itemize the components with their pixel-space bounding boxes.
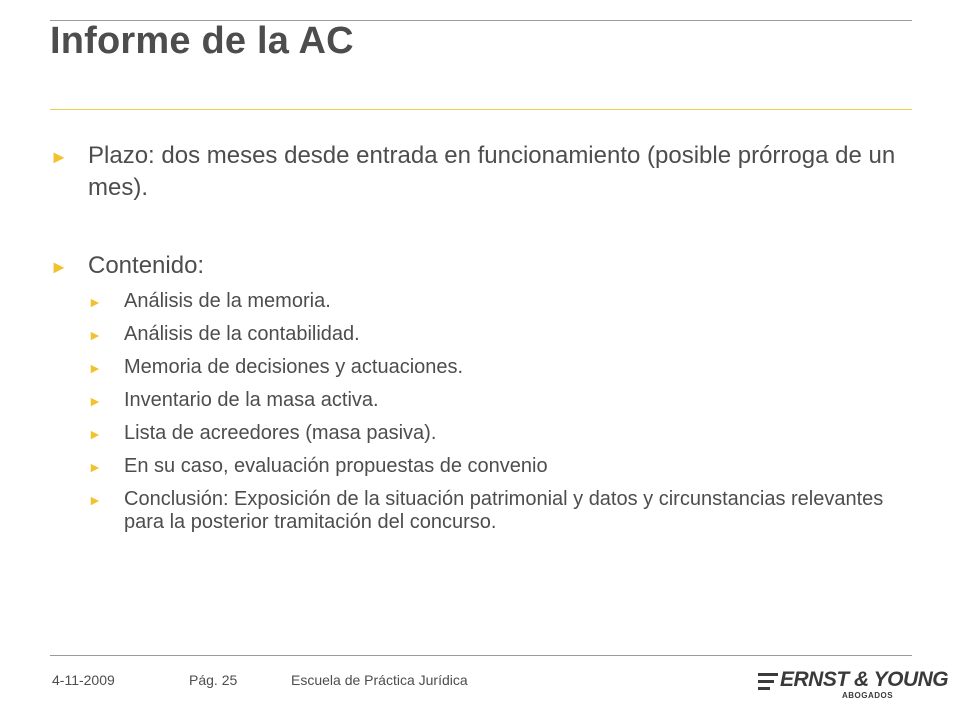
slide-content	[50, 140, 910, 534]
footer-page-number: Pág. 25	[189, 672, 238, 688]
sub-bullet-item	[88, 488, 910, 534]
bullet-arrow-icon: ►	[88, 492, 102, 508]
sub-bullet-text: Inventario de la masa activa.	[124, 389, 379, 411]
bullet-text: Plazo: dos meses desde entrada en funcionamiento (posible prórroga de un mes).	[88, 142, 896, 201]
sub-bullet-item	[88, 455, 910, 478]
sub-bullet-item	[88, 389, 910, 412]
bullet-item-contenido	[50, 250, 910, 282]
ernst-young-logo	[758, 668, 949, 704]
title-underline	[50, 109, 912, 110]
sub-bullet-list	[50, 290, 910, 534]
bullet-text: Contenido:	[88, 252, 205, 279]
bullet-arrow-icon: ►	[88, 459, 102, 475]
logo-wordmark: ERNST & YOUNG	[780, 668, 949, 691]
sub-bullet-text: Lista de acreedores (masa pasiva).	[124, 422, 437, 444]
slide-title: Informe de la AC	[50, 20, 354, 62]
bullet-arrow-icon: ►	[88, 360, 102, 376]
bullet-arrow-icon: ►	[88, 327, 102, 343]
bullet-arrow-icon: ►	[88, 426, 102, 442]
bullet-arrow-icon: ►	[50, 257, 68, 277]
footer-school-name: Escuela de Práctica Jurídica	[291, 672, 468, 688]
footer-rule	[50, 655, 912, 656]
bullet-list	[50, 140, 910, 282]
sub-bullet-item	[88, 422, 910, 445]
sub-bullet-text: Análisis de la memoria.	[124, 290, 331, 312]
bullet-arrow-icon: ►	[88, 393, 102, 409]
sub-bullet-text: Memoria de decisiones y actuaciones.	[124, 356, 464, 378]
sub-bullet-item	[88, 356, 910, 379]
bullet-item-plazo	[50, 140, 910, 204]
sub-bullet-text: En su caso, evaluación propuestas de convenio	[124, 455, 548, 477]
sub-bullet-item	[88, 323, 910, 346]
bullet-arrow-icon: ►	[88, 294, 102, 310]
sub-bullet-text: Conclusión: Exposición de la situación patrimonial y datos y circunstancias relevantes para la posterior tramitación del concurso.	[124, 488, 884, 533]
sub-bullet-text: Análisis de la contabilidad.	[124, 323, 360, 345]
footer-date: 4-11-2009	[52, 672, 115, 688]
bullet-arrow-icon: ►	[50, 147, 68, 167]
sub-bullet-item	[88, 290, 910, 313]
logo-subtitle: ABOGADOS	[842, 691, 894, 700]
logo-bars-icon	[758, 673, 778, 690]
